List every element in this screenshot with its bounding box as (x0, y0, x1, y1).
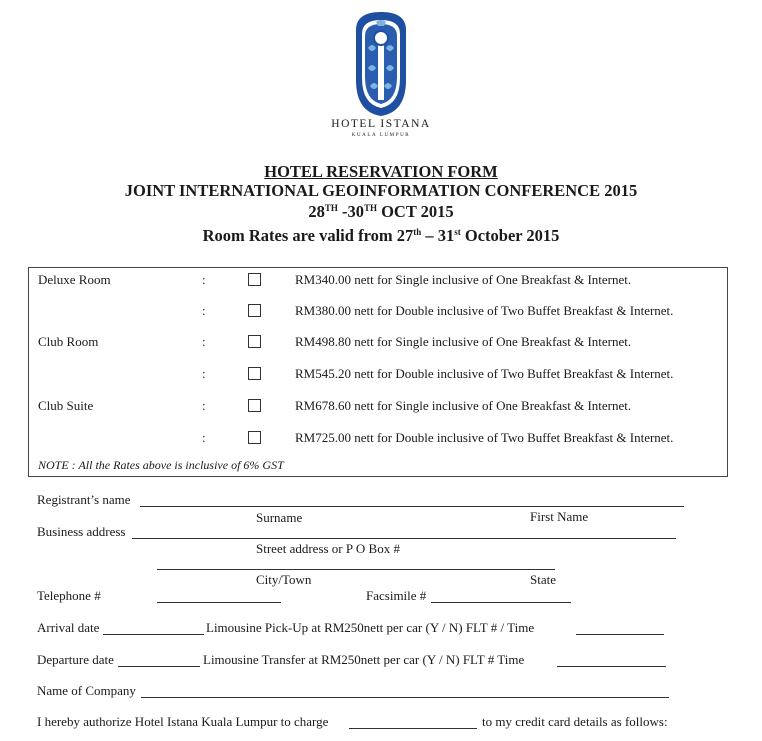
room-type-label: Club Suite (38, 398, 94, 413)
rate-checkbox[interactable] (248, 304, 261, 317)
rate-row (29, 270, 727, 294)
company-name-field[interactable] (141, 697, 669, 698)
transfer-flight-time-field[interactable] (557, 666, 666, 667)
rate-validity: Room Rates are valid from 27th – 31st October 2015 (202, 226, 560, 245)
city-caption: City/Town (256, 572, 312, 587)
hotel-logo-subtitle: KUALA LUMPUR (351, 133, 411, 138)
rate-checkbox[interactable] (248, 399, 261, 412)
colon-separator: : (202, 334, 206, 349)
first-name-caption: First Name (530, 509, 589, 524)
telephone-field[interactable] (157, 602, 281, 603)
telephone-label: Telephone # (37, 588, 101, 603)
conference-title: JOINT INTERNATIONAL GEOINFORMATION CONFERENCE 2015 (124, 181, 638, 200)
rate-row (29, 301, 727, 325)
colon-separator: : (202, 272, 206, 287)
surname-caption: Surname (256, 510, 303, 525)
rate-description: RM678.60 nett for Single inclusive of One Breakfast & Internet. (295, 398, 632, 413)
facsimile-label: Facsimile # (366, 588, 427, 603)
arrival-date-field[interactable] (103, 634, 204, 635)
rate-checkbox[interactable] (248, 367, 261, 380)
room-type-label: Club Room (38, 334, 99, 349)
colon-separator: : (202, 303, 206, 318)
rate-checkbox[interactable] (248, 431, 261, 444)
rate-row (29, 332, 727, 356)
room-rates-table (28, 267, 728, 477)
facsimile-field[interactable] (431, 602, 571, 603)
gst-note: NOTE : All the Rates above is inclusive of 6% GST (38, 458, 284, 472)
pickup-flight-time-field[interactable] (576, 634, 664, 635)
form-title: HOTEL RESERVATION FORM (264, 162, 498, 181)
registrant-name-label: Registrant’s name (37, 492, 131, 507)
rate-checkbox[interactable] (248, 335, 261, 348)
colon-separator: : (202, 430, 206, 445)
rate-description: RM380.00 nett for Double inclusive of Two Buffet Breakfast & Internet. (295, 303, 674, 318)
city-state-field[interactable] (157, 569, 555, 570)
rate-description: RM340.00 nett for Single inclusive of One Breakfast & Internet. (295, 272, 632, 287)
rate-description: RM498.80 nett for Single inclusive of One Breakfast & Internet. (295, 334, 632, 349)
business-address-label: Business address (37, 524, 126, 539)
hotel-crest-icon (350, 8, 412, 118)
charge-amount-field[interactable] (349, 728, 477, 729)
company-name-label: Name of Company (37, 683, 136, 698)
state-caption: State (530, 572, 556, 587)
arrival-date-label: Arrival date (37, 620, 100, 635)
hotel-logo-name: HOTEL ISTANA (331, 118, 431, 130)
departure-date-field[interactable] (118, 666, 200, 667)
business-address-field[interactable] (132, 538, 676, 539)
rate-checkbox[interactable] (248, 273, 261, 286)
room-type-label: Deluxe Room (38, 272, 111, 287)
street-address-caption: Street address or P O Box # (256, 541, 400, 556)
colon-separator: : (202, 398, 206, 413)
registrant-name-field[interactable] (140, 506, 684, 507)
rate-row (29, 364, 727, 388)
credit-card-label: to my credit card details as follows: (482, 714, 668, 729)
departure-date-label: Departure date (37, 652, 114, 667)
limousine-pickup-label: Limousine Pick-Up at RM250nett per car (Y / N) FLT # / Time (206, 620, 535, 635)
limousine-transfer-label: Limousine Transfer at RM250nett per car (Y / N) FLT # Time (203, 652, 525, 667)
colon-separator: : (202, 366, 206, 381)
rate-row (29, 428, 727, 452)
rate-row (29, 396, 727, 420)
authorization-label: I hereby authorize Hotel Istana Kuala Lumpur to charge (37, 714, 329, 729)
conference-dates: 28TH -30TH OCT 2015 (308, 202, 454, 221)
rate-description: RM725.00 nett for Double inclusive of Two Buffet Breakfast & Internet. (295, 430, 674, 445)
rate-description: RM545.20 nett for Double inclusive of Two Buffet Breakfast & Internet. (295, 366, 674, 381)
